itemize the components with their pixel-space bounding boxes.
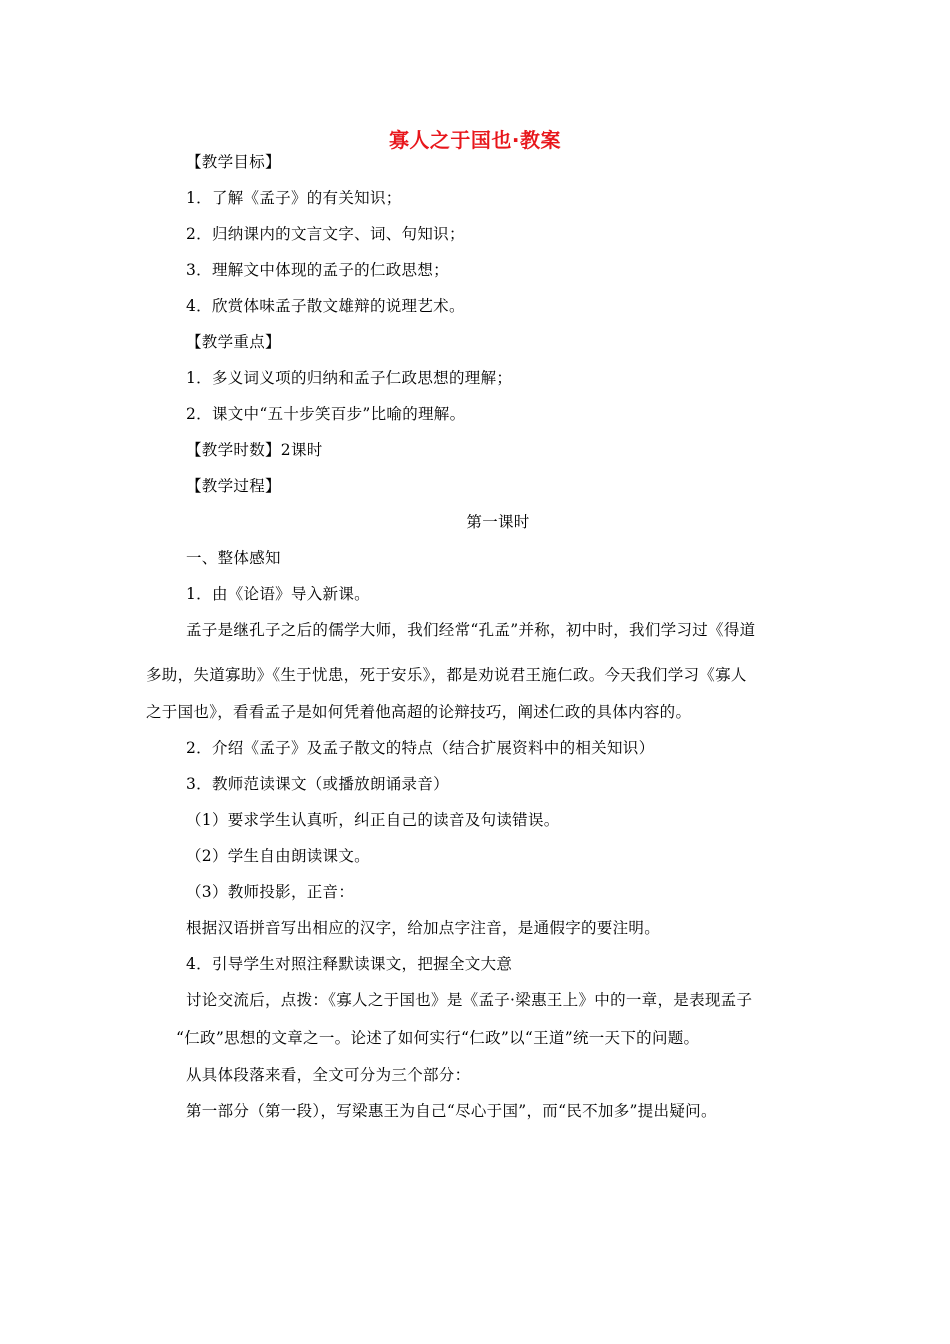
step-item: 3．教师范读课文（或播放朗诵录音） <box>186 775 449 793</box>
sub-step-item: （3）教师投影，正音： <box>186 883 355 901</box>
section-heading-objectives: 【教学目标】 <box>186 153 281 171</box>
objective-item: 2．归纳课内的文言文字、词、句知识； <box>186 225 465 243</box>
part-heading: 一、整体感知 <box>186 549 281 567</box>
paragraph-line: “仁政”思想的文章之一。论述了如何实行“仁政”以“王道”统一天下的问题。 <box>176 1029 700 1047</box>
objective-item: 4．欣赏体味孟子散文雄辩的说理艺术。 <box>186 297 465 315</box>
section-heading-hours: 【教学时数】2课时 <box>186 441 323 459</box>
sub-step-item: （2）学生自由朗读课文。 <box>186 847 370 865</box>
paragraph-line: 根据汉语拼音写出相应的汉字，给加点字注音，是通假字的要注明。 <box>186 919 661 937</box>
section-heading-key-points: 【教学重点】 <box>186 333 281 351</box>
key-point-item: 2．课文中“五十步笑百步”比喻的理解。 <box>186 405 466 423</box>
objective-item: 1．了解《孟子》的有关知识； <box>186 189 402 207</box>
step-item: 4．引导学生对照注释默读课文，把握全文大意 <box>186 955 513 973</box>
document-title: 寡人之于国也·教案 <box>388 128 562 152</box>
paragraph-line: 之于国也》，看看孟子是如何凭着他高超的论辩技巧，阐述仁政的具体内容的。 <box>146 703 692 721</box>
sub-step-item: （1）要求学生认真听，纠正自己的读音及句读错误。 <box>186 811 560 829</box>
paragraph-line: 第一部分（第一段），写梁惠王为自己“尽心于国”，而“民不加多”提出疑问。 <box>186 1102 717 1120</box>
paragraph-line: 孟子是继孔子之后的儒学大师，我们经常“孔孟”并称，初中时，我们学习过《得道 <box>186 621 756 639</box>
paragraph-line: 多助，失道寡助》《生于忧患，死于安乐》，都是劝说君王施仁政。今天我们学习《寡人 <box>146 666 747 684</box>
step-item: 2．介绍《孟子》及孟子散文的特点（结合扩展资料中的相关知识） <box>186 739 655 757</box>
key-point-item: 1．多义词义项的归纳和孟子仁政思想的理解； <box>186 369 513 387</box>
section-heading-process: 【教学过程】 <box>186 477 281 495</box>
objective-item: 3．理解文中体现的孟子的仁政思想； <box>186 261 449 279</box>
step-item: 1．由《论语》导入新课。 <box>186 585 370 603</box>
paragraph-line: 讨论交流后，点拨：《寡人之于国也》是《孟子·梁惠王上》中的一章，是表现孟子 <box>186 991 753 1009</box>
paragraph-line: 从具体段落来看，全文可分为三个部分： <box>186 1066 471 1084</box>
lesson-heading: 第一课时 <box>466 513 530 531</box>
